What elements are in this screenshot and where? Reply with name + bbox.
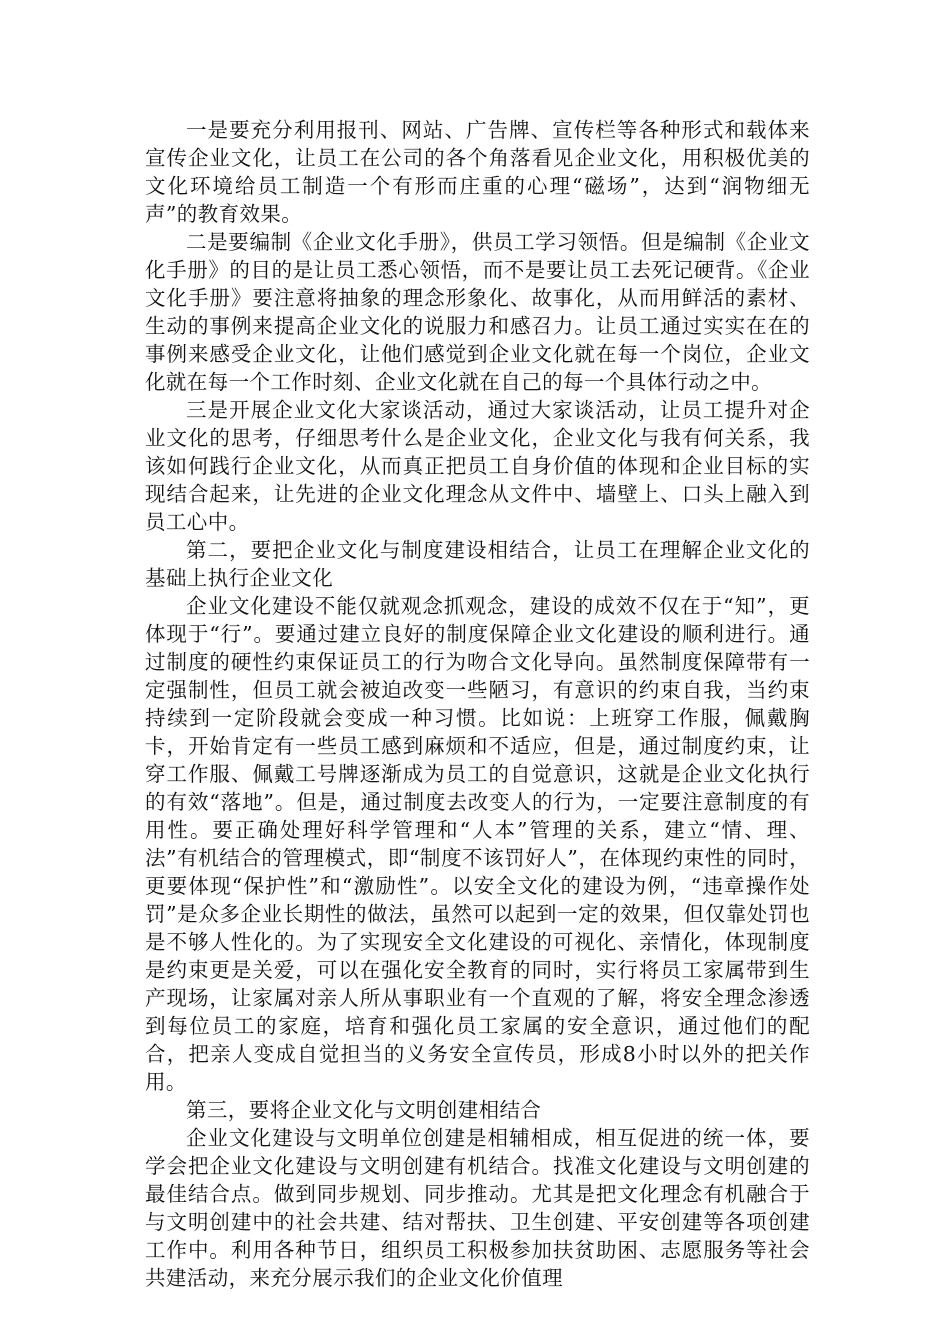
paragraph-5: 企业文化建设与文明单位创建是相辅相成，相互促进的统一体，要学会把企业文化建设与文明创建有机结合。找准文化建设与文明创建的最佳结合点。做到同步规划、同步推动。尤其是把文化理念有机融合于与文明创建中的社会共建、结对帮扶、卫生创建、平安创建等各项创建工作中。利用各种节日，组织员工积极参加扶贫助困、志愿服务等社会共建活动，来充分展示我们的企业文化价值理 bbox=[145, 1126, 810, 1290]
section-heading-2: 第二，要把企业文化与制度建设相结合，让员工在理解企业文化的基础上执行企业文化 bbox=[145, 538, 810, 590]
section-heading-3: 第三，要将企业文化与文明创建相结合 bbox=[186, 1098, 542, 1122]
paragraph-2: 二是要编制《企业文化手册》，供员工学习领悟。但是编制《企业文化手册》的目的是让员工悉心领悟，而不是要让员工去死记硬背。《企业文化手册》要注意将抽象的理念形象化、故事化，从而用鲜活的素材、生动的事例来提高企业文化的说服力和感召力。让员工通过实实在在的事例来感受企业文化，让他们感觉到企业文化就在每一个岗位，企业文化就在每一个工作时刻、企业文化就在自己的每一个具体行动之中。 bbox=[145, 230, 810, 394]
document-body bbox=[145, 116, 810, 1292]
paragraph-4: 企业文化建设不能仅就观念抓观念，建设的成效不仅在于“知”，更体现于“行”。要通过建立良好的制度保障企业文化建设的顺利进行。通过制度的硬性约束保证员工的行为吻合文化导向。虽然制度保障带有一定强制性，但员工就会被迫改变一些陋习，有意识的约束自我，当约束持续到一定阶段就会变成一种习惯。比如说：上班穿工作服，佩戴胸卡，开始肯定有一些员工感到麻烦和不适应，但是，通过制度约束，让穿工作服、佩戴工号牌逐渐成为员工的自觉意识，这就是企业文化执行的有效“落地”。但是，通过制度去改变人的行为，一定要注意制度的有用性。要正确处理好科学管理和“人本”管理的关系，建立“情、理、法”有机结合的管理模式，即“制度不该罚好人”，在体现约束性的同时，更要体现“保护性”和“激励性”。以安全文化的建设为例，“违章操作处罚”是众多企业长期性的做法，虽然可以起到一定的效果，但仅靠处罚也是不够人性化的。为了实现安全文化建设的可视化、亲情化，体现制度是约束更是关爱，可以在强化安全教育的同时，实行将员工家属带到生产现场，让家属对亲人所从事职业有一个直观的了解，将安全理念渗透到每位员工的家庭，培育和强化员工家属的安全意识，通过他们的配合，把亲人变成自觉担当的义务安全宣传员，形成8小时以外的把关作用。 bbox=[145, 594, 810, 1094]
paragraph-1: 一是要充分利用报刊、网站、广告牌、宣传栏等各种形式和载体来宣传企业文化，让员工在公司的各个角落看见企业文化，用积极优美的文化环境给员工制造一个有形而庄重的心理“磁场”，达到“润物细无声”的教育效果。 bbox=[145, 118, 810, 226]
paragraph-3: 三是开展企业文化大家谈活动，通过大家谈活动，让员工提升对企业文化的思考，仔细思考什么是企业文化，企业文化与我有何关系，我该如何践行企业文化，从而真正把员工自身价值的体现和企业目标的实现结合起来，让先进的企业文化理念从文件中、墙壁上、口头上融入到员工心中。 bbox=[145, 398, 810, 534]
